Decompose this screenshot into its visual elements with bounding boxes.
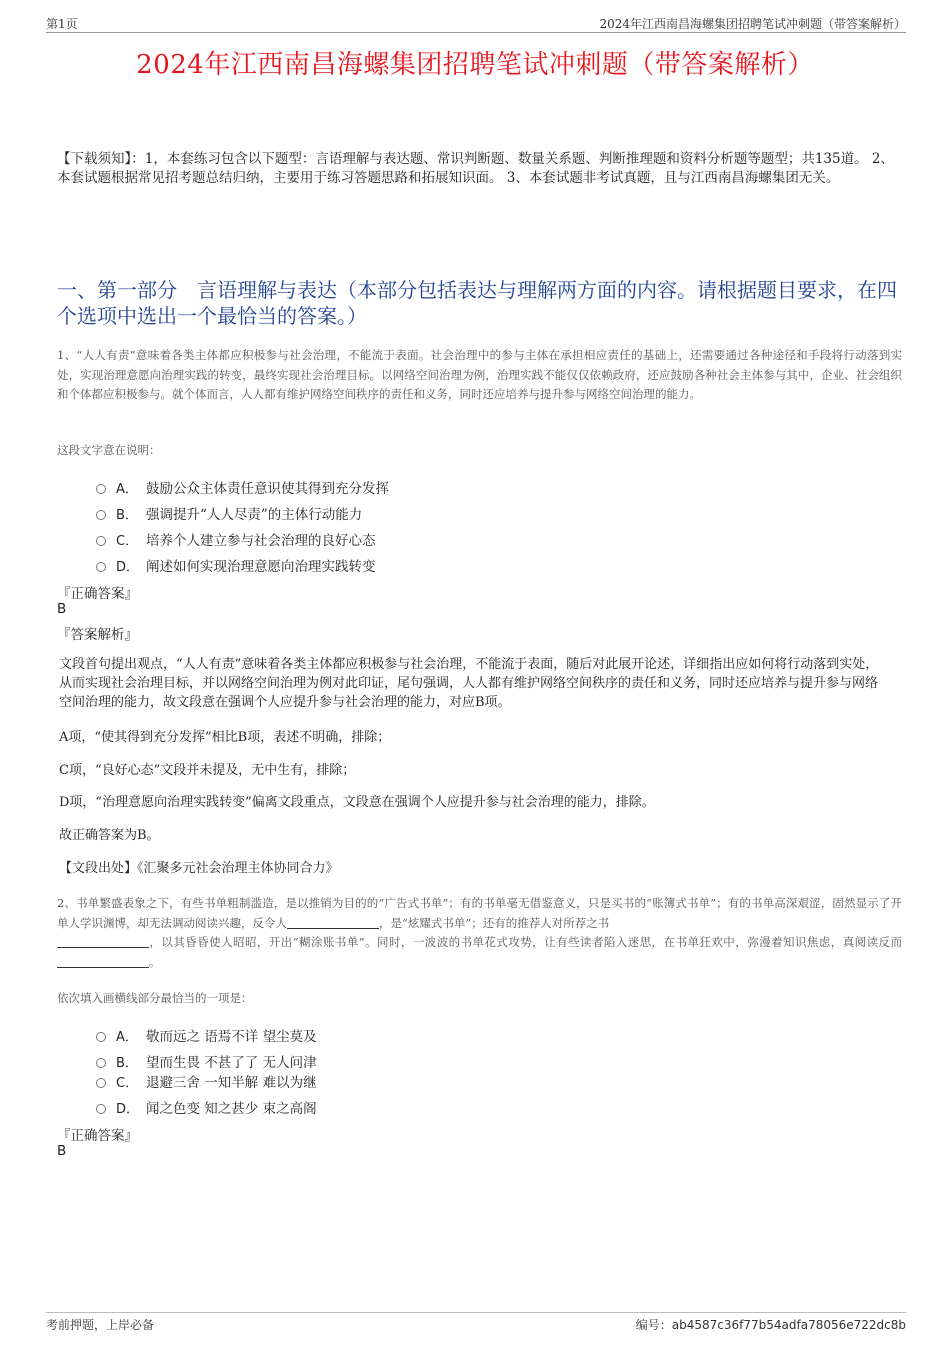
radio-icon[interactable] [96,562,106,572]
analysis-conclusion: 故正确答案为B。 [59,828,160,843]
question-1-answer: B [57,601,67,617]
question-1-answer-label: 『正确答案』 [57,586,138,602]
analysis-option-d: D项，“治理意愿向治理实践转变”偏离文段重点，文段意在强调个人应提升参与社会治理的能力，排除。 [59,795,655,810]
radio-icon[interactable] [96,1032,106,1042]
download-notice: 【下载须知】：1，本套练习包含以下题型：言语理解与表达题、常识判断题、数量关系题、判断推理题和资料分析题等题型；共135道。 2、本套试题根据常见招考题总结归纳，主要用于练习答题思路和拓展知识面。 3、本套试题非考试真题，且与江西南昌海螺集团无关。 [57,151,894,186]
fill-blank-3 [57,955,149,968]
page-title: 2024年江西南昌海螺集团招聘笔试冲刺题（带答案解析） [136,50,814,80]
analysis-paragraph: 文段首句提出观点，“人人有责”意味着各类主体都应积极参与社会治理，不能流于表面，随后对此展开论述，详细指出应如何将行动落到实处，从而实现社会治理目标，并以网络空间治理为例对此印证，尾句强调，人人都有维护网络空间秩序的责任和义务，同时还应培养与提升参与网络空间治理的能力，故文段意在强调个人应提升参与社会治理的能力，对应B项。 [59,657,879,710]
question-1-option-a[interactable]: A． 鼓励公众主体责任意识使其得到充分发挥 [96,477,389,497]
radio-icon[interactable] [96,484,106,494]
analysis-option-c: C项，“良好心态”文段并未提及，无中生有，排除； [59,763,356,778]
question-2-option-a[interactable]: A． 敬而远之 语焉不详 望尘莫及 [96,1025,317,1045]
page-header [46,14,906,33]
page-number: 第1页 [46,17,78,31]
question-1-prompt: 这段文字意在说明： [57,443,161,457]
footer-code: 编号：ab4587c36f77b54adfa78056e722dc8b [635,1318,906,1332]
question-2-option-b[interactable]: B． 望而生畏 不甚了了 无人问津 [96,1051,317,1071]
question-2-answer-label: 『正确答案』 [57,1128,138,1144]
page-footer [46,1312,906,1333]
radio-icon[interactable] [96,1078,106,1088]
radio-icon[interactable] [96,1104,106,1114]
footer-slogan: 考前押题，上岸必备 [46,1318,155,1332]
section-heading: 一、第一部分 言语理解与表达（本部分包括表达与理解两方面的内容。请根据题目要求，在四个选项中选出一个最恰当的答案。） [57,278,897,328]
question-2-prompt: 依次填入画横线部分最恰当的一项是： [57,991,253,1005]
question-1-option-c[interactable]: C． 培养个人建立参与社会治理的良好心态 [96,529,376,549]
radio-icon[interactable] [96,1058,106,1068]
radio-icon[interactable] [96,510,106,520]
fill-blank-2 [57,935,149,948]
question-2-option-d[interactable]: D． 闻之色变 知之甚少 束之高阁 [96,1097,317,1117]
analysis-source: 【文段出处】《汇聚多元社会治理主体协同合力》 [59,861,339,876]
question-1-option-d[interactable]: D． 阐述如何实现治理意愿向治理实践转变 [96,555,376,575]
question-2-stem: 2、书单繁盛表象之下，有些书单粗制滥造，是以推销为目的的“广告式书单”；有的书单毫无借鉴意义，只是买书的“账簿式书单”；有的书单高深艰涩，固然显示了开单人学识渊博，却无法调动阅读兴趣，反令人 ，是“炫耀式书单”；还有的推荐人对所荐之书 ，以其昏昏使人昭昭，开出“糊涂账书单”。同时，一波波的书单花式攻势，让有些读者陷入迷思，在书单狂欢中，弥漫着知识焦虑，真阅读反而。 [57,896,902,969]
question-1-analysis-label: 『答案解析』 [57,627,138,643]
fill-blank-1 [287,916,379,929]
question-1-stem: 1、“人人有责”意味着各类主体都应积极参与社会治理，不能流于表面。社会治理中的参与主体在承担相应责任的基础上，还需要通过各种途径和手段将行动落到实处，实现治理意愿向治理实践的转变，最终实现社会治理目标。以网络空间治理为例，治理实践不能仅仅依赖政府，还应鼓励各种社会主体参与其中，企业、社会组织和个体都应积极参与。就个体而言，人人都有维护网络空间秩序的责任和义务，同时还应培养与提升参与网络空间治理的能力。 [57,348,902,401]
question-2-option-c[interactable]: C． 退避三舍 一知半解 难以为继 [96,1071,317,1091]
question-2-answer: B [57,1143,67,1159]
header-doc-title: 2024年江西南昌海螺集团招聘笔试冲刺题（带答案解析） [599,17,906,31]
question-1-option-b[interactable]: B． 强调提升“人人尽责”的主体行动能力 [96,503,362,523]
radio-icon[interactable] [96,536,106,546]
analysis-option-a: A项，“使其得到充分发挥”相比B项，表述不明确，排除； [59,730,391,745]
